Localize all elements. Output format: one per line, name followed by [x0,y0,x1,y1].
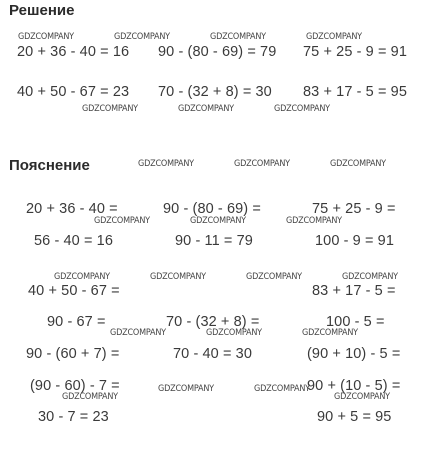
watermark: GDZCOMPANY [306,32,362,42]
explanation-step: 70 - (32 + 8) = [166,314,260,330]
explanation-step: (90 + 10) - 5 = [307,346,401,362]
watermark: GDZCOMPANY [178,104,234,114]
watermark: GDZCOMPANY [206,328,262,338]
explanation-step: 90 - (60 + 7) = [26,346,120,362]
watermark: GDZCOMPANY [54,272,110,282]
solution-equation: 75 + 25 - 9 = 91 [303,44,407,60]
solution-equation: 90 - (80 - 69) = 79 [158,44,277,60]
explanation-step: 90 - 67 = [47,314,106,330]
watermark: GDZCOMPANY [286,216,342,226]
watermark: GDZCOMPANY [82,104,138,114]
watermark: GDZCOMPANY [114,32,170,42]
explanation-step: (90 - 60) - 7 = [30,378,120,394]
watermark: GDZCOMPANY [94,216,150,226]
watermark: GDZCOMPANY [190,216,246,226]
watermark: GDZCOMPANY [246,272,302,282]
watermark: GDZCOMPANY [210,32,266,42]
solution-equation: 83 + 17 - 5 = 95 [303,84,407,100]
watermark: GDZCOMPANY [158,384,214,394]
solution-equation: 40 + 50 - 67 = 23 [17,84,130,100]
explanation-step: 30 - 7 = 23 [38,409,109,425]
watermark: GDZCOMPANY [150,272,206,282]
watermark: GDZCOMPANY [234,159,290,169]
explanation-step: 83 + 17 - 5 = [312,283,396,299]
solution-equation: 70 - (32 + 8) = 30 [158,84,272,100]
watermark: GDZCOMPANY [342,272,398,282]
watermark: GDZCOMPANY [254,384,310,394]
explanation-step: 100 - 5 = [326,314,385,330]
explanation-heading: Пояснение [9,157,90,174]
explanation-step: 75 + 25 - 9 = [312,201,396,217]
watermark: GDZCOMPANY [330,159,386,169]
explanation-step: 70 - 40 = 30 [173,346,252,362]
watermark: GDZCOMPANY [274,104,330,114]
explanation-step: 90 - (80 - 69) = [163,201,261,217]
watermark: GDZCOMPANY [18,32,74,42]
watermark: GDZCOMPANY [110,328,166,338]
explanation-step: 100 - 9 = 91 [315,233,394,249]
explanation-step: 56 - 40 = 16 [34,233,113,249]
watermark: GDZCOMPANY [334,392,390,402]
solution-heading: Решение [9,2,75,19]
explanation-step: 90 - 11 = 79 [175,233,253,249]
explanation-step: 90 + (10 - 5) = [307,378,401,394]
explanation-step: 40 + 50 - 67 = [28,283,120,299]
watermark: GDZCOMPANY [138,159,194,169]
explanation-step: 90 + 5 = 95 [317,409,392,425]
solution-equation: 20 + 36 - 40 = 16 [17,44,130,60]
watermark: GDZCOMPANY [62,392,118,402]
watermark: GDZCOMPANY [302,328,358,338]
explanation-step: 20 + 36 - 40 = [26,201,118,217]
